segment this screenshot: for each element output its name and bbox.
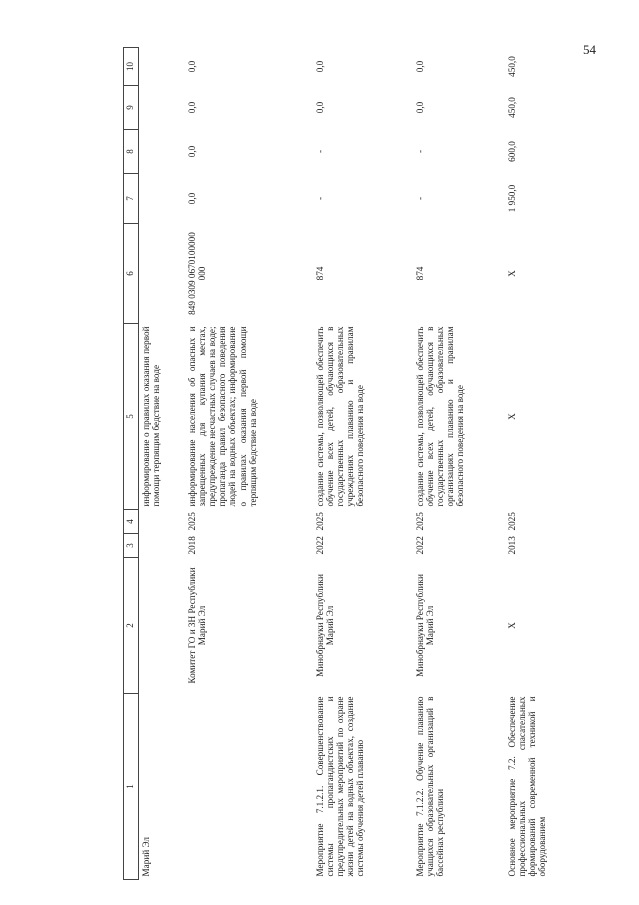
end-year-cell: 2025: [414, 512, 425, 531]
measure-name-cell: Основное мероприятие 7.2. Обеспечение профессиональных спасательных формирований современной техникой и оборудованием: [506, 696, 548, 877]
table-row: [413, 48, 505, 880]
budget-code-cell: 874: [314, 266, 325, 281]
budget-code-cell: Х: [506, 270, 517, 277]
rotated-table-container: [123, 48, 613, 880]
start-year-cell: 2018: [186, 536, 197, 555]
end-year-cell: 2025: [506, 512, 517, 531]
start-year-cell: 2022: [314, 536, 325, 555]
value-cell: -: [414, 149, 425, 154]
header-cell: 9: [124, 86, 139, 130]
start-year-cell: 2022: [414, 536, 425, 555]
executor-cell: Х: [506, 622, 517, 629]
header-cell: 4: [124, 510, 139, 534]
header-cell: 8: [124, 130, 139, 174]
executor-cell: Минобрнауки Республики Марий Эл: [314, 574, 335, 677]
value-cell: 0,0: [314, 60, 325, 73]
page-number: 54: [583, 42, 596, 57]
budget-code-cell: [139, 224, 185, 324]
value-cell: 0,0: [414, 60, 425, 73]
measure-name-cell: [185, 694, 313, 880]
header-cell: 3: [124, 534, 139, 558]
value-cell: [139, 130, 185, 174]
value-cell: [139, 48, 185, 86]
table-row: [185, 48, 313, 880]
measure-name-cell: Мероприятие 7.1.2.2. Обучение плаванию учащихся образовательных организаций в бассейнах республики: [414, 696, 445, 877]
value-cell: 450,0: [506, 56, 517, 77]
header-cell: 5: [124, 324, 139, 510]
table-row: [313, 48, 413, 880]
end-year-cell: 2025: [186, 512, 197, 531]
value-cell: 0,0: [414, 101, 425, 114]
table-row: [505, 48, 595, 880]
value-cell: -: [314, 149, 325, 154]
result-cell: информирование о правилах оказания первой помощи терпящим бедствие на воде: [141, 326, 162, 507]
value-cell: 0,0: [314, 101, 325, 114]
result-cell: информирование населения об опасных и запрещенных для купания местах, предупреждение несчастных случаев на воде; пропаганда правил безопасного поведения людей на водных объектах; информирование о правилах оказания первой помощи терпящим бедствие на воде: [186, 326, 258, 507]
header-cell: 7: [124, 174, 139, 224]
value-cell: 450,0: [506, 97, 517, 118]
executor-cell: Минобрнауки Республики Марий Эл: [414, 574, 435, 677]
header-cell: 6: [124, 224, 139, 324]
executor-cell: Комитет ГО и ЗН Республики Марий Эл: [186, 567, 207, 684]
measure-name-cell: Мероприятие 7.1.2.1. Совершенствование системы пропагандистских и предупредительных мероприятий по охране жизни детей на водных объектах, создание системы обучения детей плаванию: [314, 696, 366, 877]
value-cell: 0,0: [186, 145, 197, 158]
measure-name-cell: Марий Эл: [141, 837, 151, 877]
result-cell: Х: [506, 413, 517, 420]
value-cell: [139, 86, 185, 130]
result-cell: создание системы, позволяющей обеспечить обучение всех детей, обучающихся в государственных образовательных учреждениях плаванию и правилам безопасного поведения на воде: [314, 326, 366, 507]
executor-cell: [139, 558, 185, 694]
value-cell: [139, 174, 185, 224]
start-year-cell: [139, 534, 185, 558]
header-row: [124, 48, 139, 880]
start-year-cell: 2013: [506, 536, 517, 555]
value-cell: -: [414, 196, 425, 201]
value-cell: 1 950,0: [506, 184, 517, 213]
end-year-cell: 2025: [314, 512, 325, 531]
header-cell: 2: [124, 558, 139, 694]
header-cell: 10: [124, 48, 139, 86]
table-row: [139, 48, 185, 880]
budget-table: [123, 47, 595, 880]
value-cell: 600,0: [506, 141, 517, 162]
budget-code-cell: 874: [414, 266, 425, 281]
value-cell: 0,0: [186, 60, 197, 73]
value-cell: 0,0: [186, 101, 197, 114]
value-cell: -: [314, 196, 325, 201]
header-cell: 1: [124, 694, 139, 880]
end-year-cell: [139, 510, 185, 534]
budget-code-cell: 849 0309 0670100000 000: [186, 232, 207, 315]
result-cell: создание системы, позволяющей обеспечить обучение всех детей, обучающихся в государственных образовательных организациях плаванию и правилам безопасного поведения на воде: [414, 326, 466, 507]
value-cell: 0,0: [186, 192, 197, 205]
